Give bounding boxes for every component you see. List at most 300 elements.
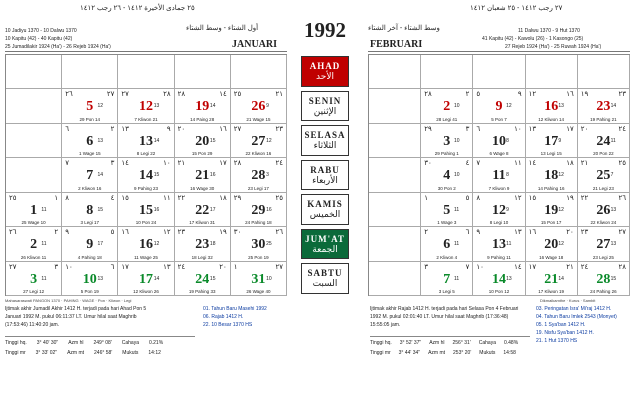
- pasaran-number: 9: [266, 103, 269, 110]
- day-subtitle: 11 Wage 25: [134, 254, 158, 260]
- hijri-date: ٢٨: [424, 90, 432, 99]
- gregorian-date: 16: [138, 237, 153, 253]
- day-cell: [62, 262, 118, 296]
- gregorian-date: 17: [138, 271, 153, 287]
- day-subtitle: 7 Kliwon 21: [134, 116, 158, 122]
- jawa-date: ١٣: [163, 262, 171, 271]
- jawa-date: ٢٠: [566, 228, 574, 237]
- hijri-date: ٢٥: [9, 193, 17, 202]
- day-subtitle: 8 Legi 10: [489, 220, 509, 226]
- hijri-date: ٧: [476, 159, 481, 168]
- hijri-date: ١٤: [121, 159, 129, 168]
- day-cell: [118, 124, 174, 158]
- hijri-date: ١: [424, 193, 428, 202]
- hijri-date: ٢٨: [177, 90, 186, 99]
- weekday-column: [301, 54, 349, 296]
- jawa-date: ٢: [54, 228, 59, 237]
- day-subtitle: 3 Legi 17: [80, 220, 100, 226]
- day-subtitle: 30 Pon 2: [437, 185, 456, 191]
- left-line3: 25 Jumadilakir 1924 (Ha') - 26 Rejeb 1924 (Ha'): [5, 44, 111, 50]
- day-subtitle: 17 Kliwon 31: [189, 220, 216, 226]
- day-subtitle: 16 Wage 30: [190, 185, 215, 191]
- left-line2: 10 Kapitu (42) - 40 Kapitu (42): [5, 36, 73, 42]
- gregorian-date: 16: [544, 99, 559, 115]
- gregorian-date: 13: [491, 237, 506, 253]
- day-cell: [526, 227, 578, 261]
- hijri-date: ٢١: [177, 159, 186, 168]
- pasaran-number: 14: [610, 103, 617, 110]
- day-cell: [473, 193, 525, 227]
- jawa-date: ٢٣: [618, 90, 626, 99]
- day-cell: [175, 89, 231, 123]
- empty-cell: [421, 55, 473, 89]
- weekday-latin: KAMIS: [307, 199, 343, 210]
- day-subtitle: 24 Pahing 26: [590, 288, 617, 294]
- jawa-date: ١٣: [514, 228, 522, 237]
- day-subtitle: 14 Pahing 16: [537, 185, 565, 191]
- jawa-date: ٢٥: [275, 193, 283, 202]
- empty-cell: [473, 55, 525, 89]
- gregorian-date: 20: [195, 133, 210, 149]
- gregorian-date: 13: [138, 133, 153, 149]
- pasaran-number: 12: [97, 103, 104, 110]
- gregorian-date: 6: [86, 133, 94, 149]
- day-subtitle: 5 Pon 19: [80, 288, 99, 294]
- jawa-date: ٢٣: [275, 124, 283, 133]
- day-cell: [526, 89, 578, 123]
- day-subtitle: 3 Legi 5: [438, 288, 455, 294]
- day-cell: [231, 158, 287, 192]
- day-cell: [62, 89, 118, 123]
- gregorian-date: 6: [443, 237, 451, 253]
- day-cell: [473, 262, 525, 296]
- hijri-date: ٢٠: [580, 124, 589, 133]
- jawa-date: ٣: [465, 124, 470, 133]
- pasaran-number: 15: [209, 137, 216, 144]
- gregorian-date: 9: [86, 237, 94, 253]
- pasaran-number: 15: [209, 275, 216, 282]
- empty-cell: [369, 227, 421, 261]
- hijri-date: ٢٠: [177, 124, 186, 133]
- day-cell: [118, 262, 174, 296]
- day-cell: [175, 124, 231, 158]
- hijri-date: ١٠: [65, 262, 73, 271]
- pasaran-number: 10: [266, 275, 272, 282]
- day-cell: [578, 158, 630, 192]
- hijri-date: ٢٧: [233, 124, 242, 133]
- gregorian-date: 29: [251, 202, 266, 218]
- jawa-date: ١٢: [163, 228, 171, 237]
- pasaran-number: 16: [153, 206, 160, 213]
- jawa-date: ٢٦: [275, 228, 283, 237]
- gregorian-date: 19: [195, 99, 210, 115]
- pasaran-number: 14: [97, 172, 104, 179]
- gregorian-date: 14: [491, 271, 506, 287]
- day-cell: [62, 158, 118, 192]
- gregorian-date: 26: [251, 99, 266, 115]
- jawa-date: ٢١: [566, 262, 574, 271]
- hijri-date: ٣٠: [233, 228, 242, 237]
- hijri-date: ٢٢: [177, 193, 186, 202]
- jawa-date: ٢٤: [618, 124, 626, 133]
- day-cell: [62, 124, 118, 158]
- weekday-latin: AHAD: [309, 61, 341, 71]
- jawa-date: ٢٨: [618, 262, 626, 271]
- jawa-date: ٥: [465, 193, 470, 202]
- right-events: 03. Peringatan Isra' Mi'raj 1412 H. 04. Tahun Baru Imlek 2543 (Monyet) 05. 1 Sya'ban 1412 H. 19. Nisfu Sya'ban 1412 H. 21. 1 Hut 1370 HS: [536, 306, 617, 344]
- gregorian-date: 8: [86, 202, 94, 218]
- february-grid: [368, 54, 630, 296]
- gregorian-date: 24: [195, 271, 210, 287]
- jawa-date: ١٦: [219, 124, 227, 133]
- jawa-date: ٢٠: [219, 262, 227, 271]
- left-hijri-header: ٢٥ جمادى الأخيرة ١٤١٢ - ٢٦ رجب ١٤١٢: [80, 5, 195, 12]
- day-cell: [118, 158, 174, 192]
- pasaran-number: 13: [97, 275, 104, 282]
- pasaran-number: 16: [209, 172, 216, 179]
- day-subtitle: 9 Pahing 11: [487, 254, 511, 260]
- right-footnote: Dikmaikamthe · Kurus · Sambit: [540, 298, 596, 303]
- day-cell: [62, 193, 118, 227]
- jawa-date: ٢٤: [275, 159, 283, 168]
- day-subtitle: 15 Pon 29: [191, 151, 213, 157]
- right-hijri-header: ٢٧ رجب ١٤١٢ - ٢٥ شعبان ١٤١٢: [470, 5, 563, 12]
- hijri-date: ٩: [65, 228, 69, 237]
- gregorian-date: 7: [86, 168, 94, 184]
- pasaran-number: 11: [453, 241, 460, 248]
- empty-cell: [369, 262, 421, 296]
- gregorian-date: 12: [491, 202, 506, 218]
- jawa-date: ٢٧: [618, 228, 626, 237]
- day-cell: [231, 89, 287, 123]
- pasaran-number: 14: [153, 275, 160, 282]
- jawa-date: ٧: [465, 262, 470, 271]
- day-subtitle: 25 Pon 19: [248, 254, 269, 260]
- day-cell: [118, 89, 174, 123]
- day-subtitle: 22 Kliwon 24: [590, 220, 617, 226]
- pasaran-number: 12: [266, 137, 272, 144]
- empty-cell: [175, 55, 231, 89]
- day-subtitle: 6 Wage 8: [489, 151, 509, 157]
- jawa-date: ٦: [110, 262, 115, 271]
- jawa-date: ١١: [514, 159, 522, 168]
- hijri-date: ٣: [424, 262, 428, 271]
- empty-cell: [369, 55, 421, 89]
- day-cell: [578, 124, 630, 158]
- jawa-date: ١٧: [566, 124, 574, 133]
- right-line1: 11 Dalwu 1370 - 9 Hut 1370: [518, 28, 580, 34]
- jawa-date: ١٦: [566, 90, 574, 99]
- day-cell: [175, 193, 231, 227]
- right-line2: 41 Kapitu (42) - Kawolu (26) - 1 Kasongo (25): [482, 36, 584, 42]
- empty-cell: [231, 55, 287, 89]
- pasaran-number: 11: [41, 241, 47, 248]
- weekday-arabic: الإثنين: [313, 106, 337, 117]
- weekday-jumat: [301, 229, 349, 260]
- empty-cell: [6, 55, 62, 89]
- hijri-date: ٢٦: [65, 90, 73, 99]
- jawa-date: ٥: [110, 228, 115, 237]
- empty-cell: [578, 55, 630, 89]
- year-title: 1992: [304, 18, 346, 42]
- weekday-latin: RABU: [310, 164, 340, 175]
- jawa-date: ٢٧: [106, 90, 115, 99]
- gregorian-date: 23: [195, 237, 210, 253]
- day-subtitle: 26 Kliwon 11: [20, 254, 47, 260]
- weekday-kamis: [301, 194, 349, 225]
- day-cell: [421, 227, 473, 261]
- gregorian-date: 1: [30, 202, 38, 218]
- hijri-date: ١٣: [528, 124, 537, 133]
- gregorian-date: 31: [251, 271, 266, 287]
- pasaran-number: 14: [209, 103, 216, 110]
- day-subtitle: 5 Pon 7: [491, 116, 507, 122]
- jawa-date: ٢: [110, 124, 115, 133]
- gregorian-date: 25: [596, 168, 611, 184]
- jawa-date: ٩: [517, 90, 522, 99]
- gregorian-date: 9: [495, 99, 503, 115]
- day-cell: [231, 227, 287, 261]
- jawa-date: ١٠: [163, 159, 171, 168]
- january-grid: [5, 54, 287, 296]
- day-subtitle: 26 Wage 40: [246, 288, 271, 294]
- day-cell: [6, 193, 62, 227]
- hijri-date: ٨: [65, 193, 69, 202]
- pasaran-number: 11: [506, 241, 512, 248]
- hijri-date: ١٧: [121, 262, 129, 271]
- gregorian-date: 2: [443, 99, 451, 115]
- gregorian-date: 22: [195, 202, 210, 218]
- pasaran-number: 17: [209, 206, 216, 213]
- hijri-date: ٢٦: [9, 228, 17, 237]
- gregorian-date: 27: [596, 237, 611, 253]
- pasaran-number: 13: [558, 103, 564, 110]
- hijri-date: ١٩: [580, 90, 589, 99]
- gregorian-date: 3: [30, 271, 38, 287]
- day-subtitle: 14 Paing 28: [190, 116, 215, 122]
- weekday-latin: SELASA: [304, 130, 346, 141]
- jawa-date: ١٤: [514, 262, 522, 271]
- day-subtitle: 13 Legi 15: [540, 151, 562, 157]
- jawa-date: ١٨: [219, 193, 227, 202]
- day-subtitle: 21 Legi 23: [592, 185, 614, 191]
- left-footnote: Mahasaraswati PANGON 1370 · PAHING · WAGE · Pon · Kliwon · Legi: [5, 298, 132, 303]
- hijri-date: ٢٣: [177, 228, 186, 237]
- gregorian-date: 28: [596, 271, 611, 287]
- pasaran-number: 9: [558, 137, 562, 144]
- day-cell: [6, 262, 62, 296]
- empty-cell: [6, 89, 62, 123]
- gregorian-date: 21: [544, 271, 559, 287]
- pasaran-number: 14: [558, 275, 564, 282]
- pasaran-number: 12: [558, 241, 564, 248]
- weekday-latin: SENIN: [308, 95, 342, 106]
- pasaran-number: 9: [506, 206, 509, 213]
- pasaran-number: 12: [558, 206, 564, 213]
- weekday-latin: JUM'AT: [305, 233, 345, 244]
- pasaran-number: 7: [610, 172, 614, 179]
- day-cell: [526, 193, 578, 227]
- pasaran-number: 12: [153, 241, 160, 248]
- pasaran-number: 13: [610, 241, 617, 248]
- weekday-arabic: الأحد: [316, 72, 334, 82]
- right-jawa-header: وسط الشتاء - آخر الشتاء: [368, 25, 440, 32]
- day-cell: [421, 262, 473, 296]
- day-subtitle: 12 Kliwon 26: [133, 288, 159, 294]
- day-cell: [473, 158, 525, 192]
- pasaran-number: 8: [506, 137, 509, 144]
- pasaran-number: 13: [610, 206, 617, 213]
- gregorian-date: 26: [596, 202, 611, 218]
- gregorian-date: 20: [544, 237, 559, 253]
- gregorian-date: 30: [251, 237, 266, 253]
- day-subtitle: 9 Pahing 23: [133, 185, 158, 191]
- hijri-date: ٢٧: [121, 90, 129, 99]
- day-cell: [526, 158, 578, 192]
- weekday-selasa: [301, 125, 349, 156]
- empty-cell: [526, 55, 578, 89]
- hijri-date: ١: [233, 262, 238, 271]
- day-cell: [578, 89, 630, 123]
- day-cell: [421, 89, 473, 123]
- empty-cell: [118, 55, 174, 89]
- gregorian-date: 28: [251, 168, 266, 184]
- pasaran-number: 11: [610, 137, 616, 144]
- left-line1: 10 Jadiyu 1370 - 10 Dalwu 1370: [5, 28, 77, 34]
- day-cell: [118, 193, 174, 227]
- weekday-senin: [301, 91, 349, 122]
- jawa-date: ١٤: [219, 90, 227, 99]
- day-cell: [231, 124, 287, 158]
- left-month-title: JANUARI: [232, 39, 277, 50]
- day-cell: [231, 193, 287, 227]
- gregorian-date: 23: [596, 99, 611, 115]
- gregorian-date: 14: [138, 168, 153, 184]
- day-subtitle: 2 Kliwon 4: [436, 254, 458, 260]
- day-cell: [526, 124, 578, 158]
- jawa-date: ٤: [110, 193, 115, 202]
- hijri-date: ٢٧: [9, 262, 17, 271]
- hijri-date: ٩: [476, 228, 481, 237]
- pasaran-number: 11: [453, 275, 460, 282]
- day-cell: [578, 193, 630, 227]
- hijri-date: ١٦: [528, 228, 537, 237]
- weekday-arabic: السبت: [312, 279, 338, 290]
- day-subtitle: 1 Wage 15: [78, 151, 101, 157]
- weekday-ahad: [301, 56, 349, 87]
- jawa-date: ٣: [110, 159, 115, 168]
- hijri-date: ٦: [476, 124, 481, 133]
- day-subtitle: 18 Legi 32: [191, 254, 213, 260]
- empty-cell: [62, 55, 118, 89]
- gregorian-date: 3: [443, 133, 451, 149]
- empty-cell: [369, 158, 421, 192]
- day-cell: [62, 227, 118, 261]
- gregorian-date: 19: [544, 202, 559, 218]
- right-stats: Tinggi hq. 3° 52' 37" Azm hl 256° 31' Cahaya 0.48% Tinggi mr 3° 44' 34" Azm mt 253° 20' Mukuts 14:58: [370, 340, 519, 356]
- gregorian-date: 17: [544, 133, 559, 149]
- pasaran-number: 15: [153, 172, 160, 179]
- pasaran-number: 12: [558, 172, 564, 179]
- pasaran-number: 14: [153, 137, 160, 144]
- jawa-date: ١٩: [566, 193, 574, 202]
- day-subtitle: 28 Legi 41: [436, 116, 458, 122]
- day-subtitle: 20 Pon 22: [593, 151, 614, 157]
- day-subtitle: 29 Pon 14: [79, 116, 101, 122]
- pasaran-number: 13: [97, 137, 104, 144]
- hijri-date: ٢: [424, 228, 428, 237]
- hijri-date: ١٠: [476, 262, 484, 271]
- left-stats: Tinggi hq. 3° 40' 30" Azm hl 249° 08' Cahaya 0.21% Tinggi mr 3° 33' 02" Azm mt 246° 58' Mukuts 14:12: [5, 340, 164, 356]
- day-subtitle: 16 Wage 18: [539, 254, 564, 260]
- hijri-date: ٢٢: [580, 193, 589, 202]
- day-cell: [473, 89, 525, 123]
- day-cell: [118, 227, 174, 261]
- day-cell: [421, 158, 473, 192]
- day-subtitle: 25 Wage 10: [21, 220, 46, 226]
- day-cell: [526, 262, 578, 296]
- pasaran-number: 11: [453, 206, 460, 213]
- empty-cell: [6, 158, 62, 192]
- day-subtitle: 19 Pahing 21: [590, 116, 617, 122]
- left-ijtimak-note: Ijtimak akhir Jumadil Akhir 1412 H. terjadi pada hari Ahad Pon 5 Januari 1992 M. pukul 06:11:37 LT. Umur hilal saat Maghrib (17:53:46) 11:40:20 jam.: [5, 306, 147, 328]
- day-subtitle: 27 Legi 12: [23, 288, 45, 294]
- gregorian-date: 5: [443, 202, 451, 218]
- day-subtitle: 8 Legi 22: [136, 151, 156, 157]
- day-subtitle: 2 Kliwon 16: [78, 185, 102, 191]
- pasaran-number: 12: [506, 103, 512, 110]
- gregorian-date: 4: [443, 168, 451, 184]
- gregorian-date: 11: [492, 168, 506, 184]
- day-subtitle: 23 Legi 17: [247, 185, 269, 191]
- jawa-date: ١١: [163, 193, 171, 202]
- day-cell: [473, 227, 525, 261]
- pasaran-number: 10: [453, 137, 460, 144]
- weekday-arabic: الأربعاء: [312, 175, 338, 186]
- hijri-date: ٨: [476, 193, 481, 202]
- pasaran-number: 15: [610, 275, 617, 282]
- hijri-date: ١٣: [121, 124, 129, 133]
- empty-cell: [369, 89, 421, 123]
- jawa-date: ١: [54, 193, 59, 202]
- pasaran-number: 18: [209, 241, 216, 248]
- hijri-date: ٢٤: [580, 262, 589, 271]
- day-subtitle: 17 Kliwon 19: [538, 288, 565, 294]
- jawa-date: ١٨: [566, 159, 574, 168]
- hijri-date: ٦: [65, 124, 69, 133]
- day-cell: [578, 262, 630, 296]
- jawa-date: ١٠: [514, 124, 522, 133]
- gregorian-date: 5: [86, 99, 94, 115]
- hijri-date: ١٥: [528, 193, 537, 202]
- day-subtitle: 22 Kliwon 16: [245, 151, 272, 157]
- left-events: 01. Tahun Baru Masehi 1992 06. Rajab 1412 H. 22. 10 Besar 1370 HS: [203, 306, 267, 328]
- day-subtitle: 23 Legi 25: [592, 254, 614, 260]
- day-subtitle: 29 Pahing 1: [434, 151, 459, 157]
- pasaran-number: 11: [41, 275, 47, 282]
- hijri-date: ٢١: [580, 159, 589, 168]
- jawa-date: ٢٧: [275, 262, 283, 271]
- pasaran-number: 8: [506, 172, 509, 179]
- gregorian-date: 18: [544, 168, 559, 184]
- jawa-date: ٢٨: [163, 90, 171, 99]
- jawa-date: ٢١: [275, 90, 283, 99]
- day-cell: [6, 227, 62, 261]
- right-month-title: FEBRUARI: [370, 39, 423, 50]
- gregorian-date: 27: [251, 133, 266, 149]
- jawa-date: ٢٦: [618, 193, 626, 202]
- jawa-date: ١٧: [219, 159, 227, 168]
